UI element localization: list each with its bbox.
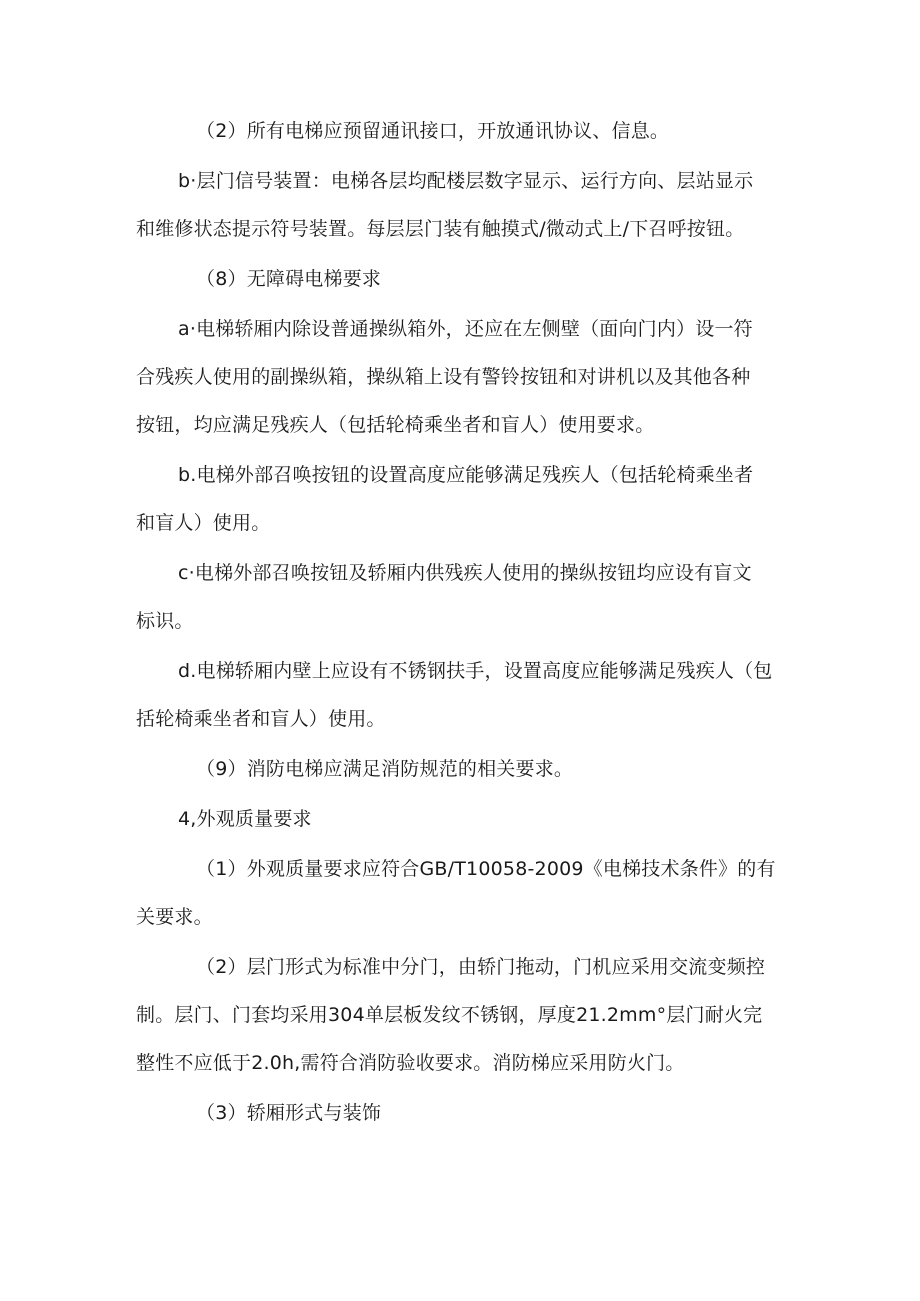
paragraph-line: d.电梯轿厢内壁上应设有不锈钢扶手，设置高度应能够满足残疾人（包 [178,660,773,682]
paragraph-line: c·电梯外部召唤按钮及轿厢内供残疾人使用的操纵按钮均应设有盲文 [178,562,752,584]
paragraph-line: 括轮椅乘坐者和盲人）使用。 [136,708,386,730]
paragraph-line: a·电梯轿厢内除设普通操纵箱外，还应在左侧壁（面向门内）设一符 [178,318,753,340]
paragraph-line: 标识。 [136,610,194,632]
section-heading: 4,外观质量要求 [178,808,312,830]
paragraph-line: 按钮，均应满足残疾人（包括轮椅乘坐者和盲人）使用要求。 [136,414,655,436]
paragraph-line: （2）所有电梯应预留通讯接口，开放通讯协议、信息。 [196,120,670,142]
paragraph-line: b·层门信号装置：电梯各层均配楼层数字显示、运行方向、层站显示 [178,170,754,192]
paragraph-line: （2）层门形式为标准中分门，由轿门拖动，门机应采用交流变频控 [196,956,766,978]
paragraph-line: （1）外观质量要求应符合GB/T10058-2009《电梯技术条件》的有 [196,858,776,880]
paragraph-line: 和盲人）使用。 [136,512,271,534]
paragraph-line: 整性不应低于2.0h,需符合消防验收要求。消防梯应采用防火门。 [136,1052,685,1074]
paragraph-line: 和维修状态提示符号装置。每层层门装有触摸式/微动式上/下召呼按钮。 [136,218,745,240]
paragraph-line: 制。层门、门套均采用304单层板发纹不锈钢，厚度21.2mm°层门耐火完 [136,1004,763,1026]
section-heading: （3）轿厢形式与装饰 [196,1102,382,1124]
section-heading: （8）无障碍电梯要求 [196,268,382,290]
paragraph-line: （9）消防电梯应满足消防规范的相关要求。 [196,758,574,780]
paragraph-line: 合残疾人使用的副操纵箱，操纵箱上设有警铃按钮和对讲机以及其他各种 [136,366,751,388]
paragraph-line: b.电梯外部召唤按钮的设置高度应能够满足残疾人（包括轮椅乘坐者 [178,464,754,486]
paragraph-line: 关要求。 [136,906,213,928]
